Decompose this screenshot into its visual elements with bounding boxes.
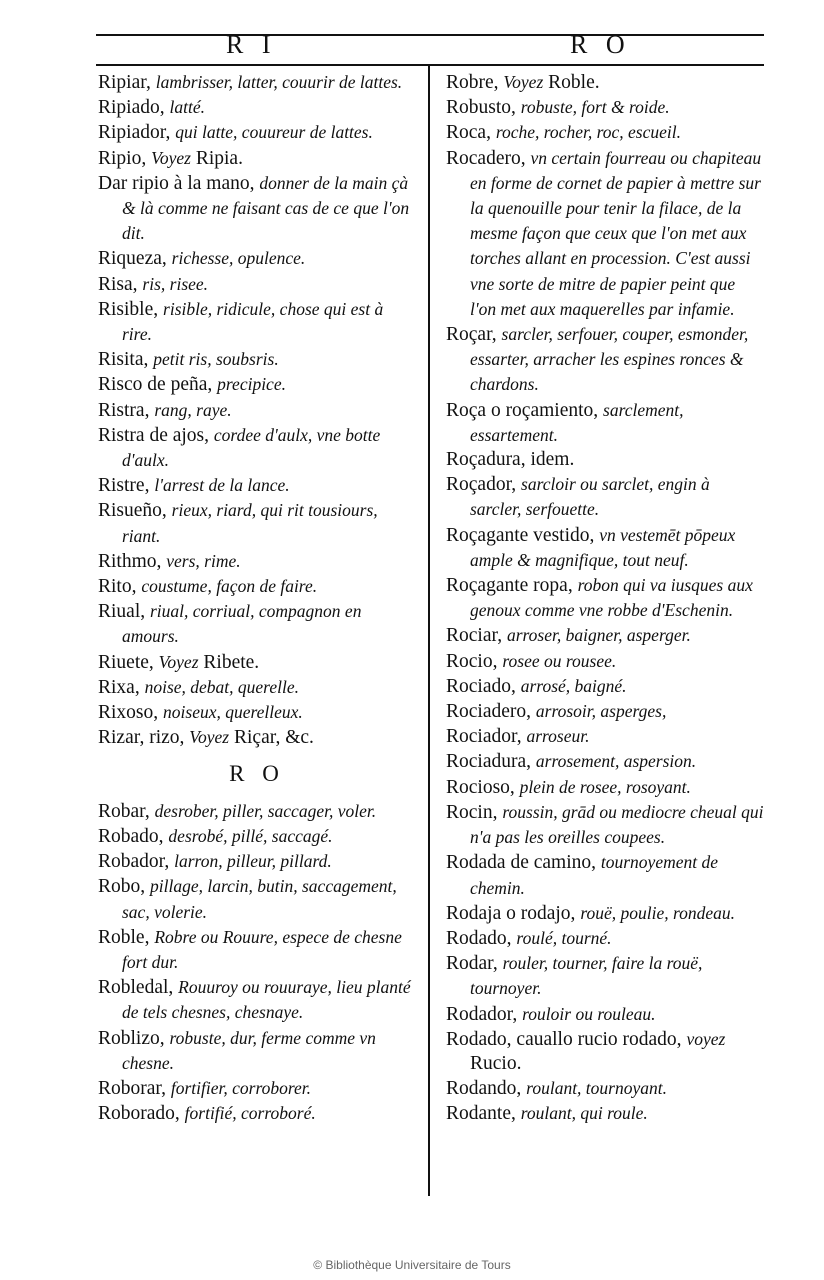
dictionary-entry bbox=[98, 650, 416, 675]
dictionary-entry bbox=[446, 523, 764, 573]
headword: Ripiar, bbox=[98, 72, 151, 93]
headword: Ripiado, bbox=[98, 97, 165, 119]
headword: Robledal, bbox=[98, 977, 174, 999]
definition: tournoyement de chemin. bbox=[470, 852, 718, 898]
definition: latté. bbox=[169, 97, 205, 118]
headword: Rixa, bbox=[98, 676, 140, 698]
headword: Roçador, bbox=[446, 474, 517, 496]
definition: arrosement, aspersion. bbox=[535, 751, 697, 772]
headword: Rithmo, bbox=[98, 550, 162, 572]
headword: Robado, bbox=[98, 825, 164, 847]
definition: qui latte, couureur de lattes. bbox=[175, 122, 373, 143]
dictionary-entry bbox=[98, 95, 416, 120]
headword: Ristra de ajos, bbox=[98, 424, 210, 446]
headword: Risueño, bbox=[98, 500, 167, 522]
dictionary-entry bbox=[446, 472, 764, 522]
definition: noiseux, querelleux. bbox=[163, 702, 303, 723]
definition: desrobé, pillé, saccagé. bbox=[168, 825, 333, 846]
dictionary-entry bbox=[98, 171, 416, 247]
column-divider bbox=[428, 66, 430, 1196]
headword: Ristra, bbox=[98, 399, 150, 421]
definition: arroser, baigner, asperger. bbox=[506, 625, 691, 646]
definition: donner de la main çà & là comme ne faisant cas de ce que l'on dit. bbox=[122, 172, 410, 244]
dictionary-entry bbox=[98, 549, 416, 574]
dictionary-entry bbox=[446, 1076, 764, 1101]
headword: Rodado, bbox=[446, 927, 512, 949]
headword: Riuete, bbox=[98, 651, 159, 673]
headword: Rocio, bbox=[446, 650, 498, 672]
definition: Voyez bbox=[158, 651, 199, 672]
headword: Robador, bbox=[98, 851, 170, 873]
definition: roche, rocher, roc, escueil. bbox=[495, 122, 681, 143]
entries-ro-right bbox=[446, 70, 764, 1127]
dictionary-entry bbox=[446, 95, 764, 120]
dictionary-entry bbox=[98, 925, 416, 975]
headword: Rocin, bbox=[446, 801, 498, 823]
definition: robon qui va iusques aux genoux comme vne robbe d'Eschenin. bbox=[470, 575, 753, 621]
headword: Roble, bbox=[98, 926, 150, 948]
running-head-left: R I bbox=[226, 30, 277, 59]
headword: Rizar, rizo, bbox=[98, 727, 190, 749]
dictionary-entry bbox=[98, 146, 416, 171]
cross-reference: Roble. bbox=[543, 72, 600, 93]
dictionary-entry bbox=[446, 1101, 764, 1126]
headword: Riqueza, bbox=[98, 248, 167, 270]
dictionary-entry bbox=[446, 850, 764, 900]
dictionary-entry bbox=[98, 725, 416, 750]
dictionary-entry bbox=[446, 674, 764, 699]
cross-reference: Ribete. bbox=[198, 651, 260, 673]
dictionary-entry bbox=[446, 724, 764, 749]
dictionary-entry bbox=[446, 120, 764, 145]
dictionary-entry bbox=[446, 623, 764, 648]
definition: fortifié, corroboré. bbox=[184, 1103, 316, 1124]
headword: Roça o roçamiento, bbox=[446, 399, 599, 421]
dictionary-entry bbox=[98, 799, 416, 824]
definition: arroseur. bbox=[526, 726, 590, 747]
definition: cordee d'aulx, vne botte d'aulx. bbox=[122, 424, 381, 471]
headword: Rodado, cauallo rucio rodado, bbox=[446, 1028, 687, 1050]
definition: larron, pilleur, pillard. bbox=[174, 851, 332, 872]
headword: Rodante, bbox=[446, 1103, 516, 1125]
dictionary-entry bbox=[446, 951, 764, 1001]
definition: rouler, tourner, faire la rouë, tournoyer. bbox=[470, 953, 703, 999]
headword: Roçagante ropa, bbox=[446, 575, 573, 597]
definition: sarclement, essartement. bbox=[470, 399, 684, 445]
definition: sarcloir ou sarclet, engin à sarcler, serfouette. bbox=[470, 474, 710, 520]
dictionary-entry bbox=[98, 824, 416, 849]
dictionary-entry bbox=[98, 398, 416, 423]
definition: petit ris, soubsris. bbox=[153, 349, 279, 370]
headword: Roborar, bbox=[98, 1077, 166, 1099]
dictionary-entry bbox=[446, 398, 764, 448]
running-head-right: R O bbox=[570, 30, 631, 59]
headword: Rixoso, bbox=[98, 702, 159, 724]
dictionary-entry bbox=[98, 1101, 416, 1126]
headword: Rito, bbox=[98, 576, 137, 598]
headword: Rodando, bbox=[446, 1078, 522, 1100]
dictionary-entry bbox=[446, 926, 764, 951]
headword: Rodador, bbox=[446, 1003, 518, 1025]
definition: precipice. bbox=[217, 374, 286, 395]
dictionary-entry bbox=[98, 272, 416, 297]
dictionary-entry bbox=[98, 975, 416, 1025]
definition: vn certain fourreau ou chapiteau en forme de cornet de papier à mettre sur la quenouille pour tenir la filace, de la mesme façon que ceux que l'on met aux torches allant en procession. C'est aussi vne sorte de mitre de papier peint que l'on met aux maquerelles par infamie. bbox=[470, 147, 762, 319]
dictionary-entry bbox=[98, 473, 416, 498]
definition: rieux, riard, qui rit tousiours, riant. bbox=[122, 500, 378, 546]
headword: Rocioso, bbox=[446, 776, 515, 798]
dictionary-entry bbox=[446, 573, 764, 623]
definition: roulé, tourné. bbox=[516, 927, 612, 948]
definition: rang, raye. bbox=[154, 399, 232, 420]
right-column bbox=[446, 70, 764, 1127]
definition: sarcler, serfouer, couper, esmonder, essarter, arracher les espines ronces & chardons. bbox=[470, 324, 749, 395]
headword: Risita, bbox=[98, 349, 149, 371]
dictionary-entry bbox=[446, 775, 764, 800]
headword: Rociadura, bbox=[446, 751, 532, 773]
definition: ris, risee. bbox=[142, 273, 209, 294]
definition: risible, ridicule, chose qui est à rire. bbox=[122, 298, 384, 345]
definition: plein de rosee, rosoyant. bbox=[519, 776, 691, 797]
dictionary-entry bbox=[446, 448, 764, 472]
headword: Roborado, bbox=[98, 1103, 180, 1125]
dictionary-entry bbox=[98, 849, 416, 874]
headword: Rociadero, bbox=[446, 701, 532, 723]
definition: desrober, piller, saccager, voler. bbox=[154, 800, 377, 821]
definition: roulant, tournoyant. bbox=[526, 1078, 667, 1099]
dictionary-entry bbox=[446, 146, 764, 322]
cross-reference: Ripia. bbox=[190, 147, 243, 169]
headword: Roca, bbox=[446, 122, 491, 144]
definition: Rouuroy ou rouuraye, lieu planté de tels chesnes, chesnaye. bbox=[122, 977, 411, 1023]
headword: Rociador, bbox=[446, 726, 522, 748]
headword: Ristre, bbox=[98, 475, 150, 497]
headword: Rodada de camino, bbox=[446, 852, 596, 874]
dictionary-entry bbox=[98, 675, 416, 700]
definition: roulant, qui roule. bbox=[520, 1103, 648, 1124]
dictionary-entry bbox=[98, 599, 416, 649]
entries-ro bbox=[98, 799, 416, 1127]
headword: Rociado, bbox=[446, 675, 516, 697]
headword: Risa, bbox=[98, 273, 138, 295]
definition: riual, corriual, compagnon en amours. bbox=[122, 601, 362, 647]
dictionary-entry bbox=[98, 700, 416, 725]
dictionary-entry bbox=[98, 246, 416, 271]
dictionary-entry bbox=[446, 901, 764, 926]
headword: Dar ripio à la mano, bbox=[98, 172, 255, 194]
dictionary-entry bbox=[98, 498, 416, 548]
headword: Robusto, bbox=[446, 97, 516, 119]
definition: vers, rime. bbox=[166, 550, 241, 571]
dictionary-entry bbox=[98, 347, 416, 372]
definition: Robre ou Rouure, espece de chesne fort dur. bbox=[122, 926, 402, 972]
definition: Voyez bbox=[151, 147, 191, 168]
dictionary-entry bbox=[98, 423, 416, 473]
cross-reference: Riçar, &c. bbox=[229, 727, 314, 749]
headword: Ripiador, bbox=[98, 122, 171, 144]
definition: rouloir ou rouleau. bbox=[522, 1003, 656, 1024]
headword: Riual, bbox=[98, 601, 146, 623]
dictionary-entry bbox=[98, 120, 416, 145]
headword: Roçadura, idem. bbox=[446, 449, 575, 471]
definition: robuste, fort & roide. bbox=[520, 97, 670, 118]
definition: rosee ou rousee. bbox=[502, 650, 617, 671]
dictionary-entry bbox=[98, 70, 416, 95]
definition: fortifier, corroborer. bbox=[170, 1077, 312, 1098]
definition: richesse, opulence. bbox=[171, 248, 306, 269]
definition: lambrisser, latter, couurir de lattes. bbox=[155, 72, 403, 92]
entries-ri bbox=[98, 70, 416, 750]
headword: Risco de peña, bbox=[98, 374, 213, 396]
definition: roussin, grād ou mediocre cheual qui n'a pas les oreilles coupees. bbox=[470, 801, 764, 848]
dictionary-entry bbox=[98, 297, 416, 347]
headword: Rocadero, bbox=[446, 147, 526, 169]
header-rule bbox=[96, 64, 764, 66]
definition: vn vestemēt pōpeux ample & magnifique, tout neuf. bbox=[470, 524, 736, 570]
headword: Robo, bbox=[98, 876, 146, 898]
headword: Roçagante vestido, bbox=[446, 524, 595, 546]
dictionary-entry bbox=[446, 699, 764, 724]
definition: arrosoir, asperges, bbox=[535, 701, 667, 722]
left-column bbox=[98, 70, 416, 1126]
dictionary-entry bbox=[98, 1026, 416, 1076]
headword: Roçar, bbox=[446, 324, 497, 346]
definition: Voyez bbox=[189, 727, 230, 748]
definition: coustume, façon de faire. bbox=[141, 576, 318, 597]
definition: voyez bbox=[686, 1028, 726, 1049]
dictionary-entry bbox=[446, 322, 764, 398]
headword: Roblizo, bbox=[98, 1027, 165, 1049]
dictionary-entry bbox=[446, 1027, 764, 1076]
dictionary-entry bbox=[446, 70, 764, 95]
dictionary-entry bbox=[98, 874, 416, 924]
dictionary-entry bbox=[98, 574, 416, 599]
copyright-footer: © Bibliothèque Universitaire de Tours bbox=[313, 1258, 511, 1272]
definition: rouë, poulie, rondeau. bbox=[580, 902, 736, 923]
dictionary-entry bbox=[98, 1076, 416, 1101]
headword: Rodaja o rodajo, bbox=[446, 902, 576, 924]
cross-reference: Rucio. bbox=[470, 1052, 522, 1074]
section-heading: R O bbox=[229, 761, 285, 787]
definition: l'arrest de la lance. bbox=[154, 475, 290, 496]
definition: robuste, dur, ferme comme vn chesne. bbox=[122, 1027, 376, 1073]
headword: Rociar, bbox=[446, 625, 503, 647]
headword: Risible, bbox=[98, 298, 159, 320]
definition: pillage, larcin, butin, saccagement, sac, volerie. bbox=[122, 876, 397, 922]
dictionary-entry bbox=[446, 800, 764, 850]
headword: Rodar, bbox=[446, 953, 498, 975]
dictionary-entry bbox=[446, 649, 764, 674]
top-rule bbox=[96, 34, 764, 36]
headword: Robre, bbox=[446, 72, 504, 93]
definition: Voyez bbox=[503, 72, 544, 92]
dictionary-entry bbox=[98, 372, 416, 397]
dictionary-entry bbox=[446, 1002, 764, 1027]
dictionary-entry bbox=[446, 749, 764, 774]
headword: Robar, bbox=[98, 800, 150, 822]
headword: Ripio, bbox=[98, 147, 152, 169]
definition: noise, debat, querelle. bbox=[144, 676, 299, 697]
definition: arrosé, baigné. bbox=[520, 675, 627, 696]
